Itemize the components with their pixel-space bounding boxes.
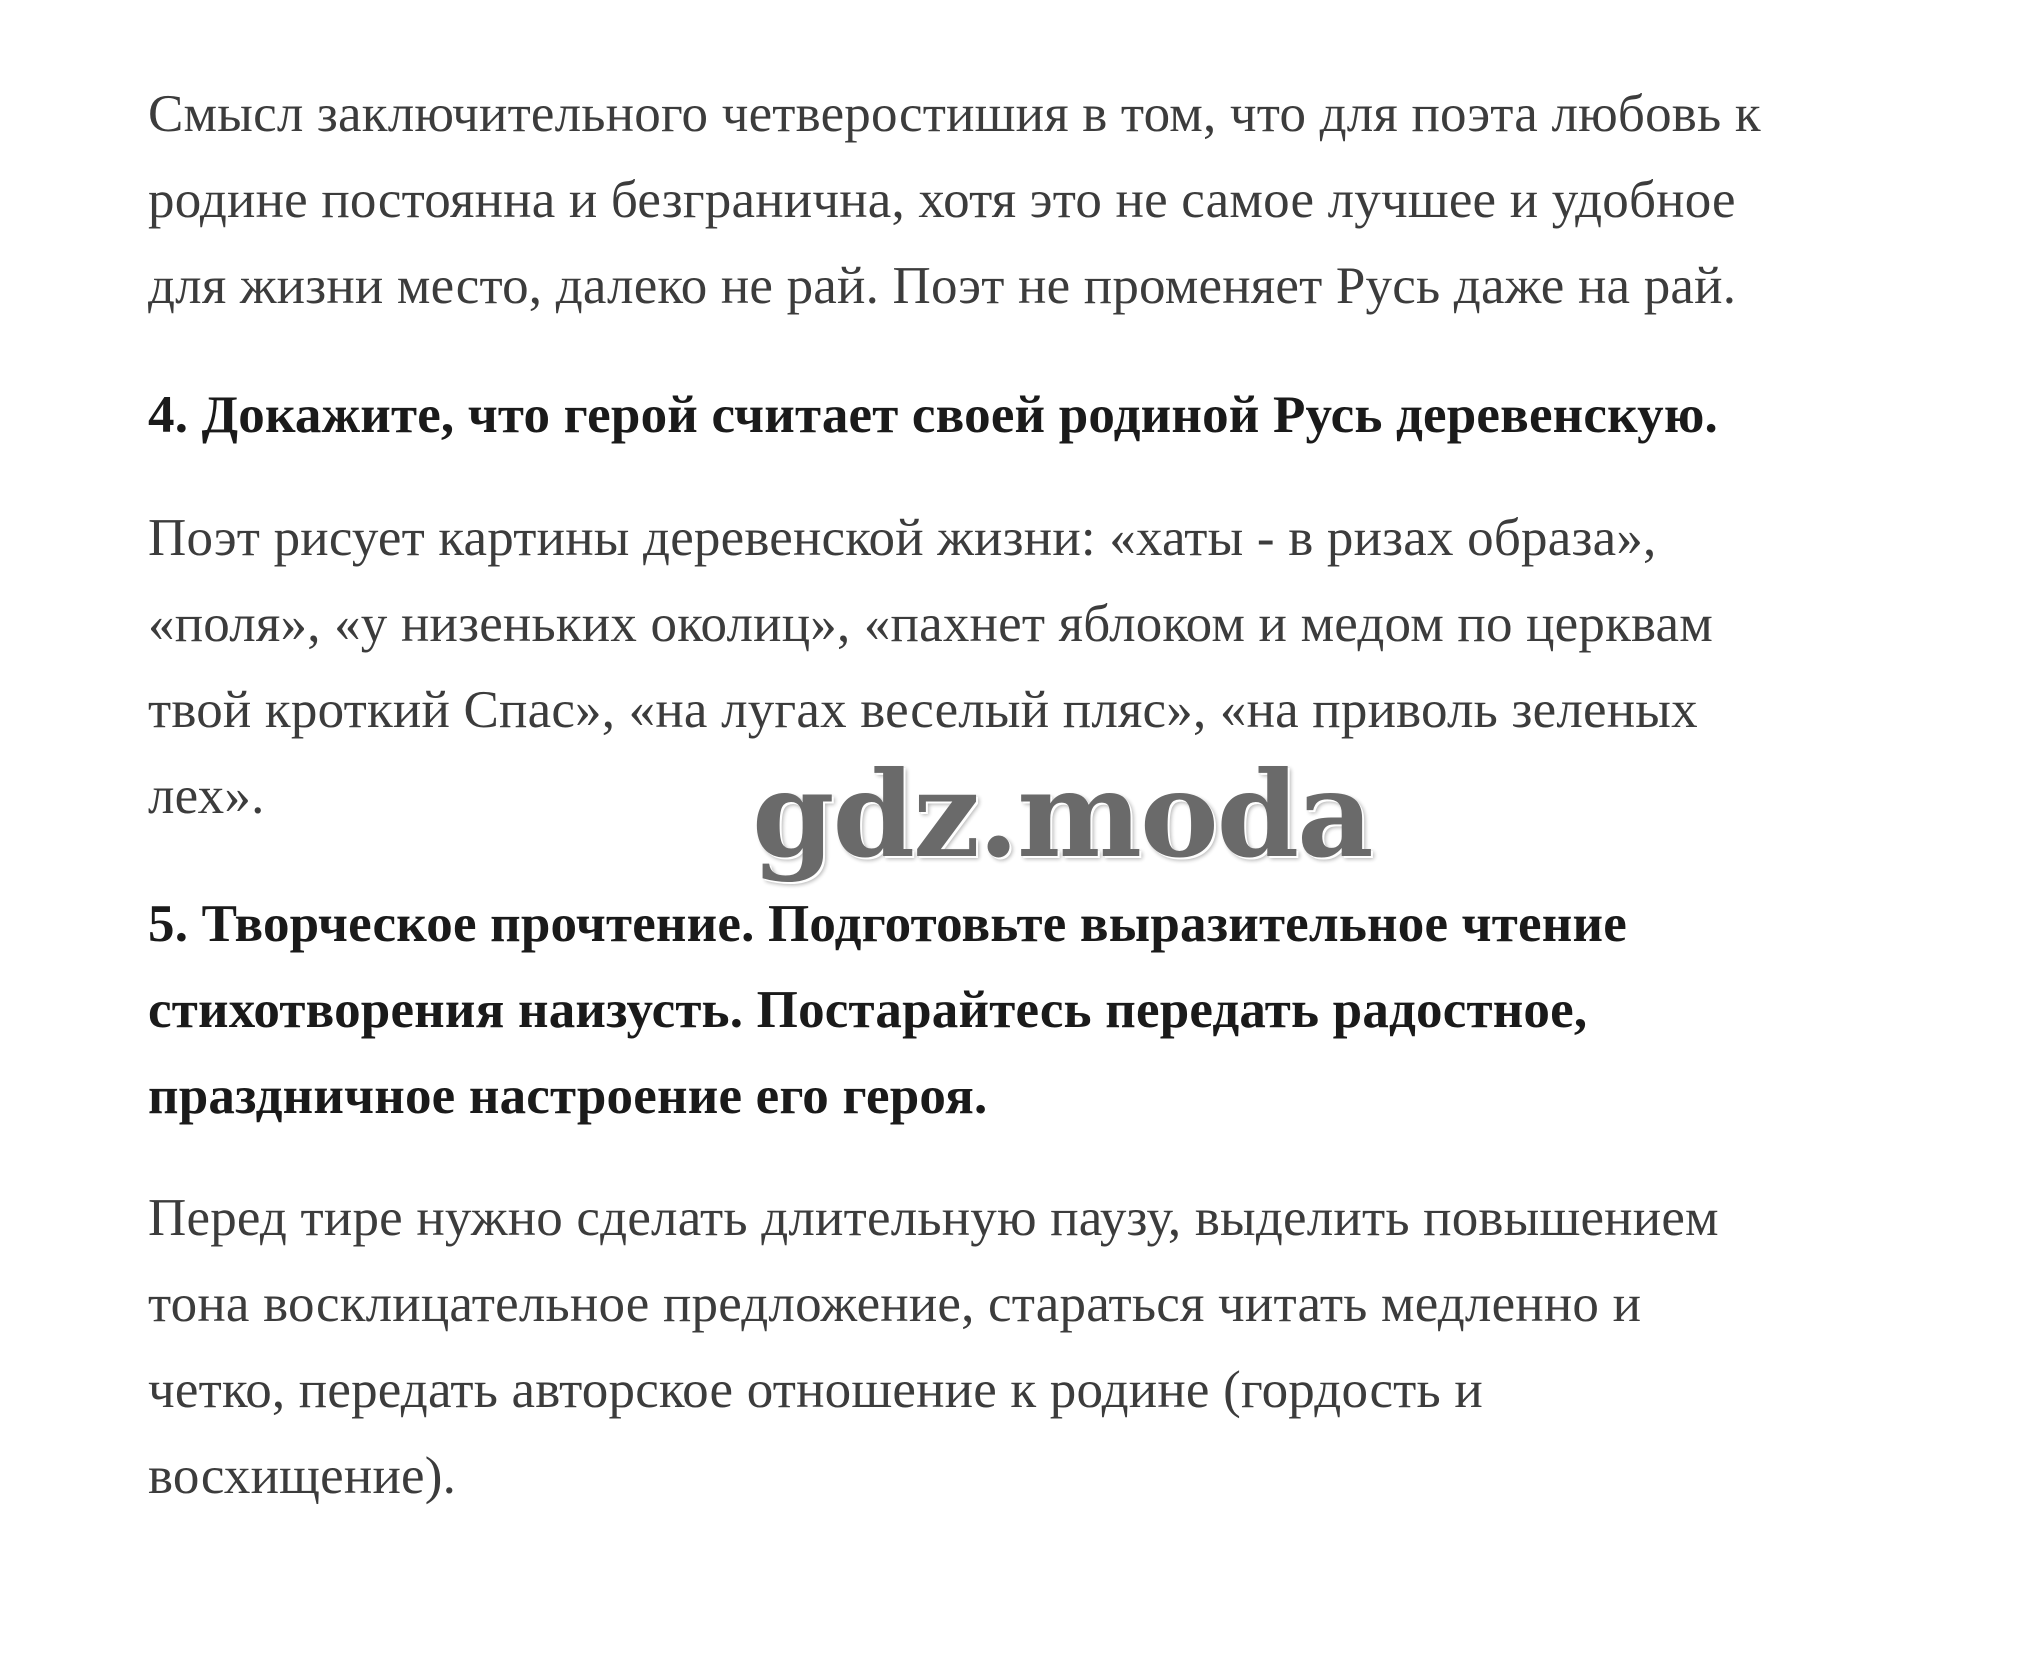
text-line: Поэт рисует картины деревенской жизни: «хаты - в ризах образа», — [148, 509, 1657, 567]
text-line: Перед тире нужно сделать длительную паузу, выделить повышением — [148, 1189, 1719, 1247]
text-line: «поля», «у низеньких околиц», «пахнет яблоком и медом по церквам — [148, 595, 1714, 653]
text-line: для жизни место, далеко не рай. Поэт не променяет Русь даже на рай. — [148, 257, 1737, 315]
text-line: четко, передать авторское отношение к родине (гордость и — [148, 1361, 1483, 1419]
text-line: родине постоянна и безгранична, хотя это не самое лучшее и удобное — [148, 171, 1736, 229]
question-heading: 5. Творческое прочтение. Подготовьте выразительное чтение — [148, 895, 1627, 953]
question-heading: праздничное настроение его героя. — [148, 1067, 988, 1125]
text-line: восхищение). — [148, 1447, 457, 1505]
text-line: Смысл заключительного четверостишия в том, что для поэта любовь к — [148, 85, 1761, 143]
text-line: лех». — [148, 767, 265, 825]
text-line: тона восклицательное предложение, стараться читать медленно и — [148, 1275, 1642, 1333]
question-heading: стихотворения наизусть. Постарайтесь передать радостное, — [148, 981, 1588, 1039]
text-line: твой кроткий Спас», «на лугах веселый пляс», «на приволь зеленых — [148, 681, 1698, 739]
question-heading: 4. Докажите, что герой считает своей родиной Русь деревенскую. — [148, 386, 1718, 444]
watermark-logo: gdz.moda — [752, 745, 1372, 884]
